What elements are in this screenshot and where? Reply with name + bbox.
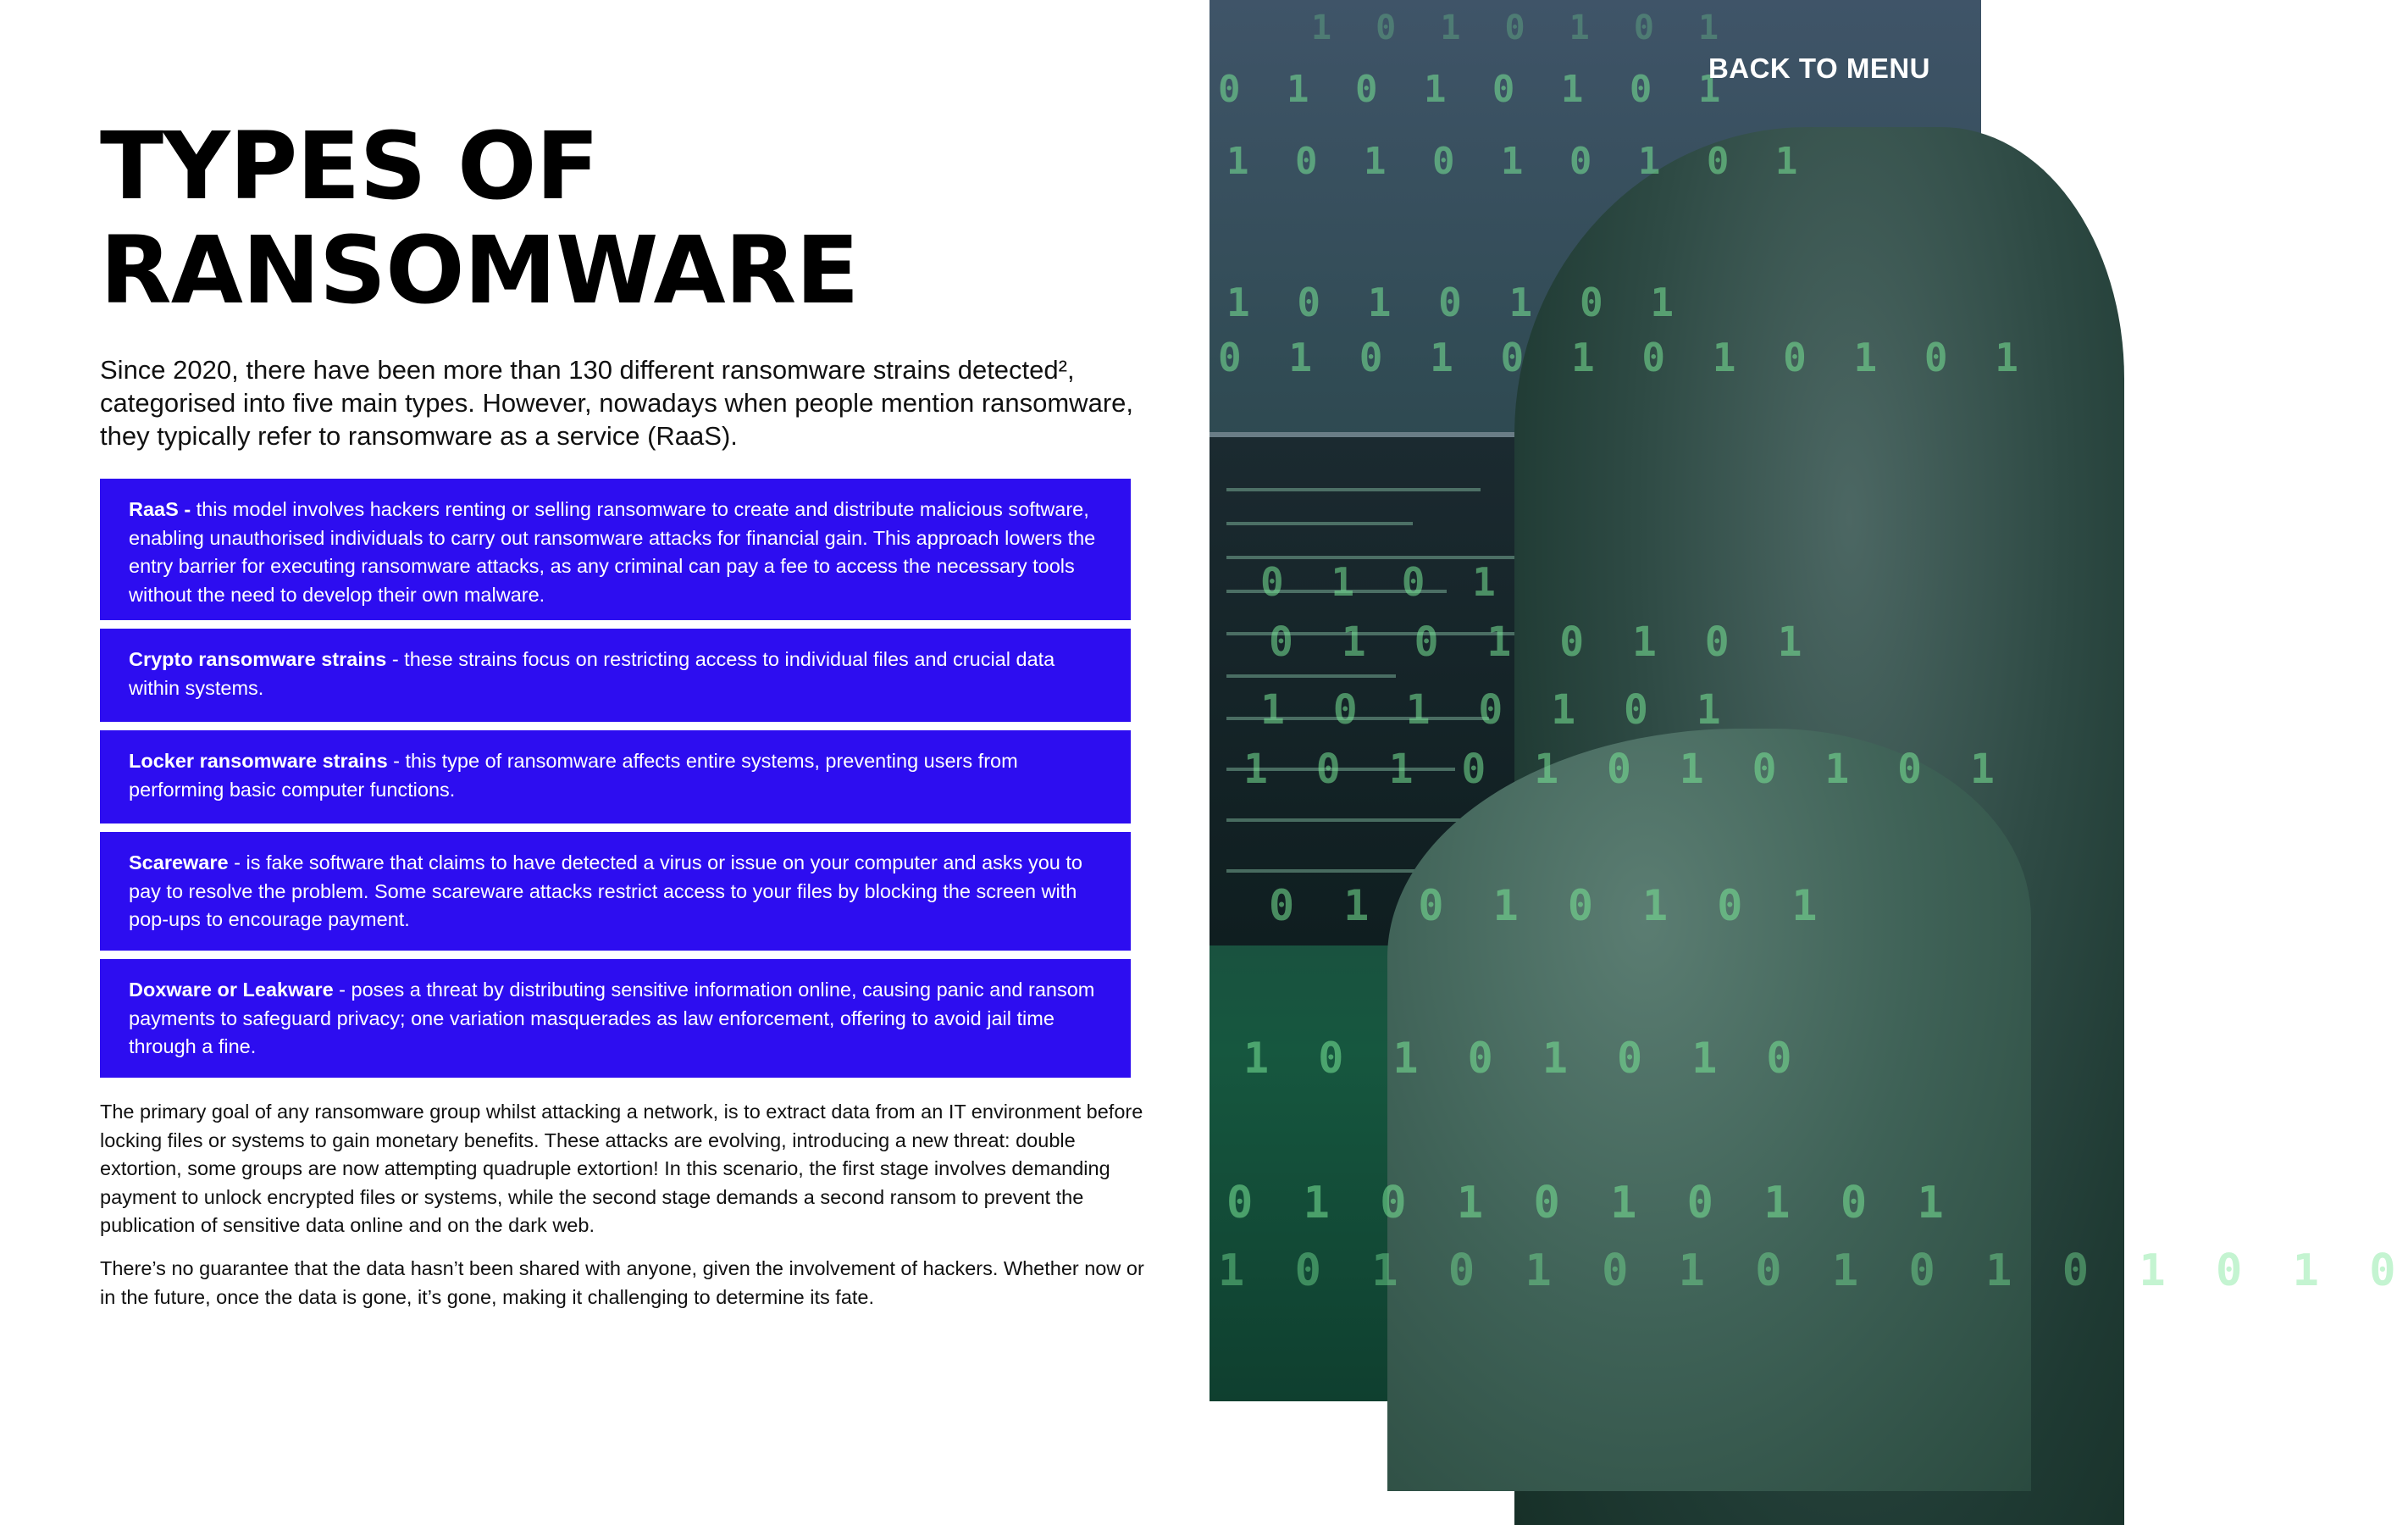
title-line-2: RANSOMWARE [100, 216, 859, 324]
code-line [1226, 869, 1421, 873]
binary-overlay: 1 0 1 0 1 0 1 0 1 0 1 0 1 0 1 0 [1218, 1245, 2408, 1296]
binary-overlay: 1 0 1 0 1 0 1 0 [1243, 1034, 1804, 1083]
binary-overlay: 1 0 1 0 1 0 1 [1311, 8, 1731, 47]
body-paragraph-guarantee: There’s no guarantee that the data hasn’t been shared with anyone, given the involvement of hackers. Whether now or in the future, once the data is gone, it’s gone, making it challenging to determine its fate. [100, 1257, 1144, 1308]
type-description: - poses a threat by distributing sensitive information online, causing panic and ransom payments to safeguard privacy; one variation masquerades as law enforcement, offering to avoid jail time through a fine. [129, 979, 1095, 1057]
type-description: - these strains focus on restricting access to individual files and crucial data within systems. [129, 648, 1055, 699]
type-term: Locker ransomware strains [129, 750, 388, 772]
text-panel [0, 0, 1210, 1401]
type-term: Crypto ransomware strains [129, 648, 387, 670]
intro-paragraph: Since 2020, there have been more than 130 different ransomware strains detected², categorised into five main types. However, nowadays when people mention ransomware, they typically refer to ransomware as a service (RaaS). [100, 355, 1133, 451]
type-description: this model involves hackers renting or selling ransomware to create and distribute malicious software, enabling unauthorised individuals to carry out ransomware attacks for financial gain. This approach lowers the entry barrier for executing ransomware attacks, as any criminal can pay a fee to access the necessary tools without the need to develop their own malware. [129, 498, 1096, 606]
binary-overlay: 0 1 0 1 0 1 0 1 0 1 [1226, 1178, 1956, 1228]
binary-overlay: 1 0 1 0 1 0 1 [1226, 280, 1686, 325]
binary-overlay: 0 1 0 1 0 1 0 1 [1269, 618, 1814, 666]
binary-overlay: 1 0 1 0 1 0 1 0 1 [1226, 140, 1810, 183]
hacker-photo [1210, 0, 2408, 1401]
type-card-crypto [100, 629, 1131, 722]
ransomware-types-list [100, 479, 1131, 1086]
type-card-scareware [100, 832, 1131, 951]
binary-overlay: 0 1 0 1 0 1 0 1 0 1 0 1 [1218, 335, 2030, 380]
binary-overlay: 1 0 1 0 1 0 1 [1260, 686, 1733, 734]
type-term: Doxware or Leakware [129, 979, 334, 1001]
code-line [1226, 522, 1413, 525]
figure-shoulder [1387, 729, 2031, 1491]
binary-overlay: 0 1 0 1 0 1 0 1 [1269, 881, 1830, 930]
type-card-locker [100, 730, 1131, 824]
type-card-doxware [100, 959, 1131, 1078]
binary-overlay: 1 0 1 0 1 0 1 0 1 0 1 [1243, 746, 2007, 793]
binary-overlay: 0 1 0 1 0 1 0 1 [1218, 68, 1733, 111]
binary-overlay: 0 1 0 1 [1260, 559, 1508, 605]
body-paragraph-goal: The primary goal of any ransomware group whilst attacking a network, is to extract data from an IT environment before locking files or systems to gain monetary benefits. These attacks are evolving, introducing a new threat: double extortion, some groups are now attempting quadruple extortion! In this scenario, the first stage involves demanding payment to unlock encrypted files or systems, while the second stage demands a second ransom to prevent the publication of sensitive data online and on the dark web. [100, 1101, 1143, 1236]
back-to-menu-link[interactable]: BACK TO MENU [1708, 53, 1930, 84]
page-title [100, 114, 858, 323]
type-description: - this type of ransomware affects entire systems, preventing users from performing basic computer functions. [129, 750, 1018, 801]
type-term: Scareware [129, 851, 229, 873]
type-card-raas [100, 479, 1131, 620]
type-term: RaaS - [129, 498, 191, 520]
code-line [1226, 488, 1481, 491]
type-description: - is fake software that claims to have detected a virus or issue on your computer and asks you to pay to resolve the problem. Some scareware attacks restrict access to your files by blocking the screen with pop-ups to encourage payment. [129, 851, 1082, 930]
title-line-1: TYPES OF [100, 112, 599, 220]
code-line [1226, 674, 1396, 678]
